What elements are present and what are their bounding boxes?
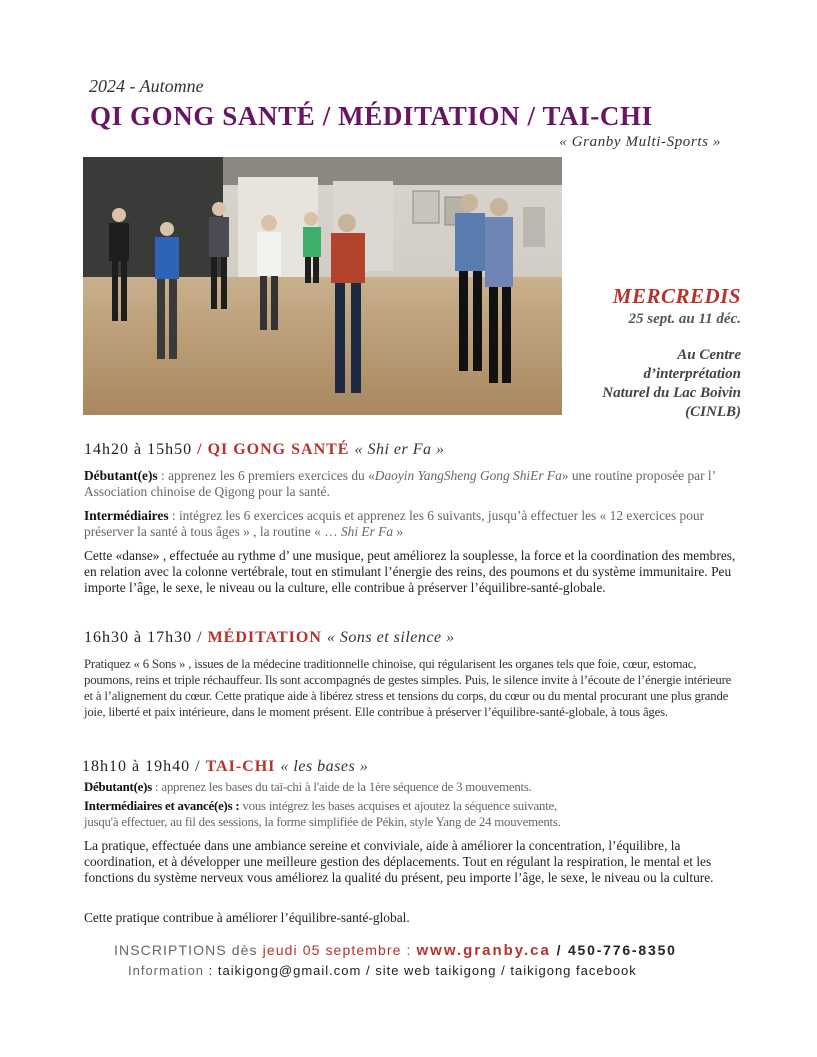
location-line: Naturel du Lac Boivin (602, 385, 741, 401)
website-link[interactable]: www.granby.ca (416, 942, 551, 959)
qigong-time: 14h20 à 15h50 (84, 441, 193, 458)
taichi-subtitle: « les bases » (280, 758, 369, 775)
beginner-label: Débutant(e)s (84, 468, 158, 483)
meditation-description: Pratiquez « 6 Sons » , issues de la médecine traditionnelle chinoise, qui régularisent les organes tels que foie, cœur, estomac, poumons, reins et triple réchauffeur. Ils sont accompagnés de gestes simples. Puis, le silence invite à l’écoute de l’énergie intérieure et à l’alignement du cœur. Cette pratique aide à libérez stress et tensions du corps, du cœur ou du mental procurant une plus grande joie, liberté et paix intérieure, dans le moment présent. Elle contribue à préserver l’équilibre-santé-globale, à tous âges. (84, 657, 732, 719)
taichi-description: La pratique, effectuée dans une ambiance sereine et conviviale, aide à améliorer la concentration, l’équilibre, la coordination, et à développer une meilleure gestion des déplacements. Tout en régulant la respiration, le mental et les fonctions du système nerveux vous améliorez la qualité du présent, peu importe l’âge, le sexe, le niveau ou la culture. (84, 838, 714, 885)
qigong-heading (84, 441, 445, 459)
taichi-beginner (84, 779, 736, 795)
phone-number: 450-776-8350 (567, 942, 677, 958)
intermediate-label: Intermédiaires et avancé(e)s : (84, 799, 240, 813)
registration-date: jeudi 05 septembre (262, 942, 402, 958)
qigong-beginner (84, 468, 736, 500)
info-line (128, 963, 637, 978)
meditation-time: 16h30 à 17h30 (84, 629, 193, 646)
intermediate-text: : intégrez les 6 exercices acquis et apprenez les 6 suivants, jusqu’à effectuer les « 12 exercices pour préserver la santé à tous âges » , la routine « … (84, 508, 705, 539)
qigong-subtitle: « Shi er Fa » (354, 441, 445, 458)
beginner-label: Débutant(e)s (84, 780, 152, 794)
separator: / (192, 629, 208, 646)
footer-text: : (401, 942, 417, 958)
separator: / (190, 758, 206, 775)
location-line: Au Centre (677, 347, 741, 363)
separator: / (192, 441, 208, 458)
taichi-heading (82, 758, 368, 776)
schedule-block (613, 284, 741, 328)
taichi-closing: Cette pratique contribue à améliorer l’équilibre-santé-global. (84, 910, 410, 925)
intermediate-text: vous intégrez les bases acquises et ajoutez la séquence suivante, (239, 799, 558, 813)
intermediate-text: jusqu'à effectuer, au fil des sessions, la forme simplifiée de Pékin, style Yang de 24 mouvements. (84, 815, 561, 829)
beginner-routine: Daoyin YangSheng Gong ShiEr Fa (374, 468, 562, 483)
qigong-name: QI GONG SANTÉ (207, 441, 350, 458)
page-title: QI GONG SANTÉ / MÉDITATION / TAI-CHI (90, 101, 653, 131)
qigong-description: Cette «danse» , effectuée au rythme d’ une musique, peut améliorez la souplesse, la force et la coordination des membres, en relation avec la colonne vertébrale, tout en stimulant l’énergie des reins, des poumons et du système immunitaire. Peu importe l’âge, le sexe, le niveau ou la culture, elle contribue à préserver l’équilibre-santé-globale. (84, 548, 736, 595)
location-line: d’interprétation (643, 366, 741, 382)
season-label: 2024 - Automne (89, 76, 204, 96)
meditation-subtitle: « Sons et silence » (326, 629, 455, 646)
taichi-time: 18h10 à 19h40 (82, 758, 191, 775)
footer-text: / (550, 942, 568, 958)
day-title: MERCREDIS (612, 284, 741, 308)
class-photo (83, 157, 562, 415)
contact-links[interactable]: : taikigong@gmail.com / site web taikigong / taikigong facebook (204, 963, 637, 978)
footer-text: dès (226, 942, 263, 958)
beginner-text: » une routine proposée par l’ Association chinoise de Qigong pour la santé. (84, 468, 716, 499)
intermediate-text: » (393, 524, 404, 539)
beginner-text: : apprenez les 6 premiers exercices du « (157, 468, 375, 483)
taichi-intermediate (84, 798, 736, 830)
qigong-intermediate (84, 508, 736, 540)
inscriptions-label: INSCRIPTIONS (114, 942, 227, 958)
registration-line (114, 942, 677, 959)
date-range: 25 sept. au 11 déc. (628, 311, 741, 327)
intermediate-label: Intermédiaires (84, 508, 169, 523)
location-block (602, 346, 741, 422)
meditation-name: MÉDITATION (207, 629, 322, 646)
organizer-label: « Granby Multi-Sports » (559, 134, 721, 150)
location-line: (CINLB) (685, 404, 741, 420)
beginner-text: : apprenez les bases du taï-chi à l'aide de la 1ère séquence de 3 mouvements. (151, 780, 532, 794)
meditation-heading (84, 629, 455, 647)
info-label: Information (128, 963, 205, 978)
intermediate-routine: Shi Er Fa (340, 524, 394, 539)
taichi-name: TAI-CHI (205, 758, 276, 775)
